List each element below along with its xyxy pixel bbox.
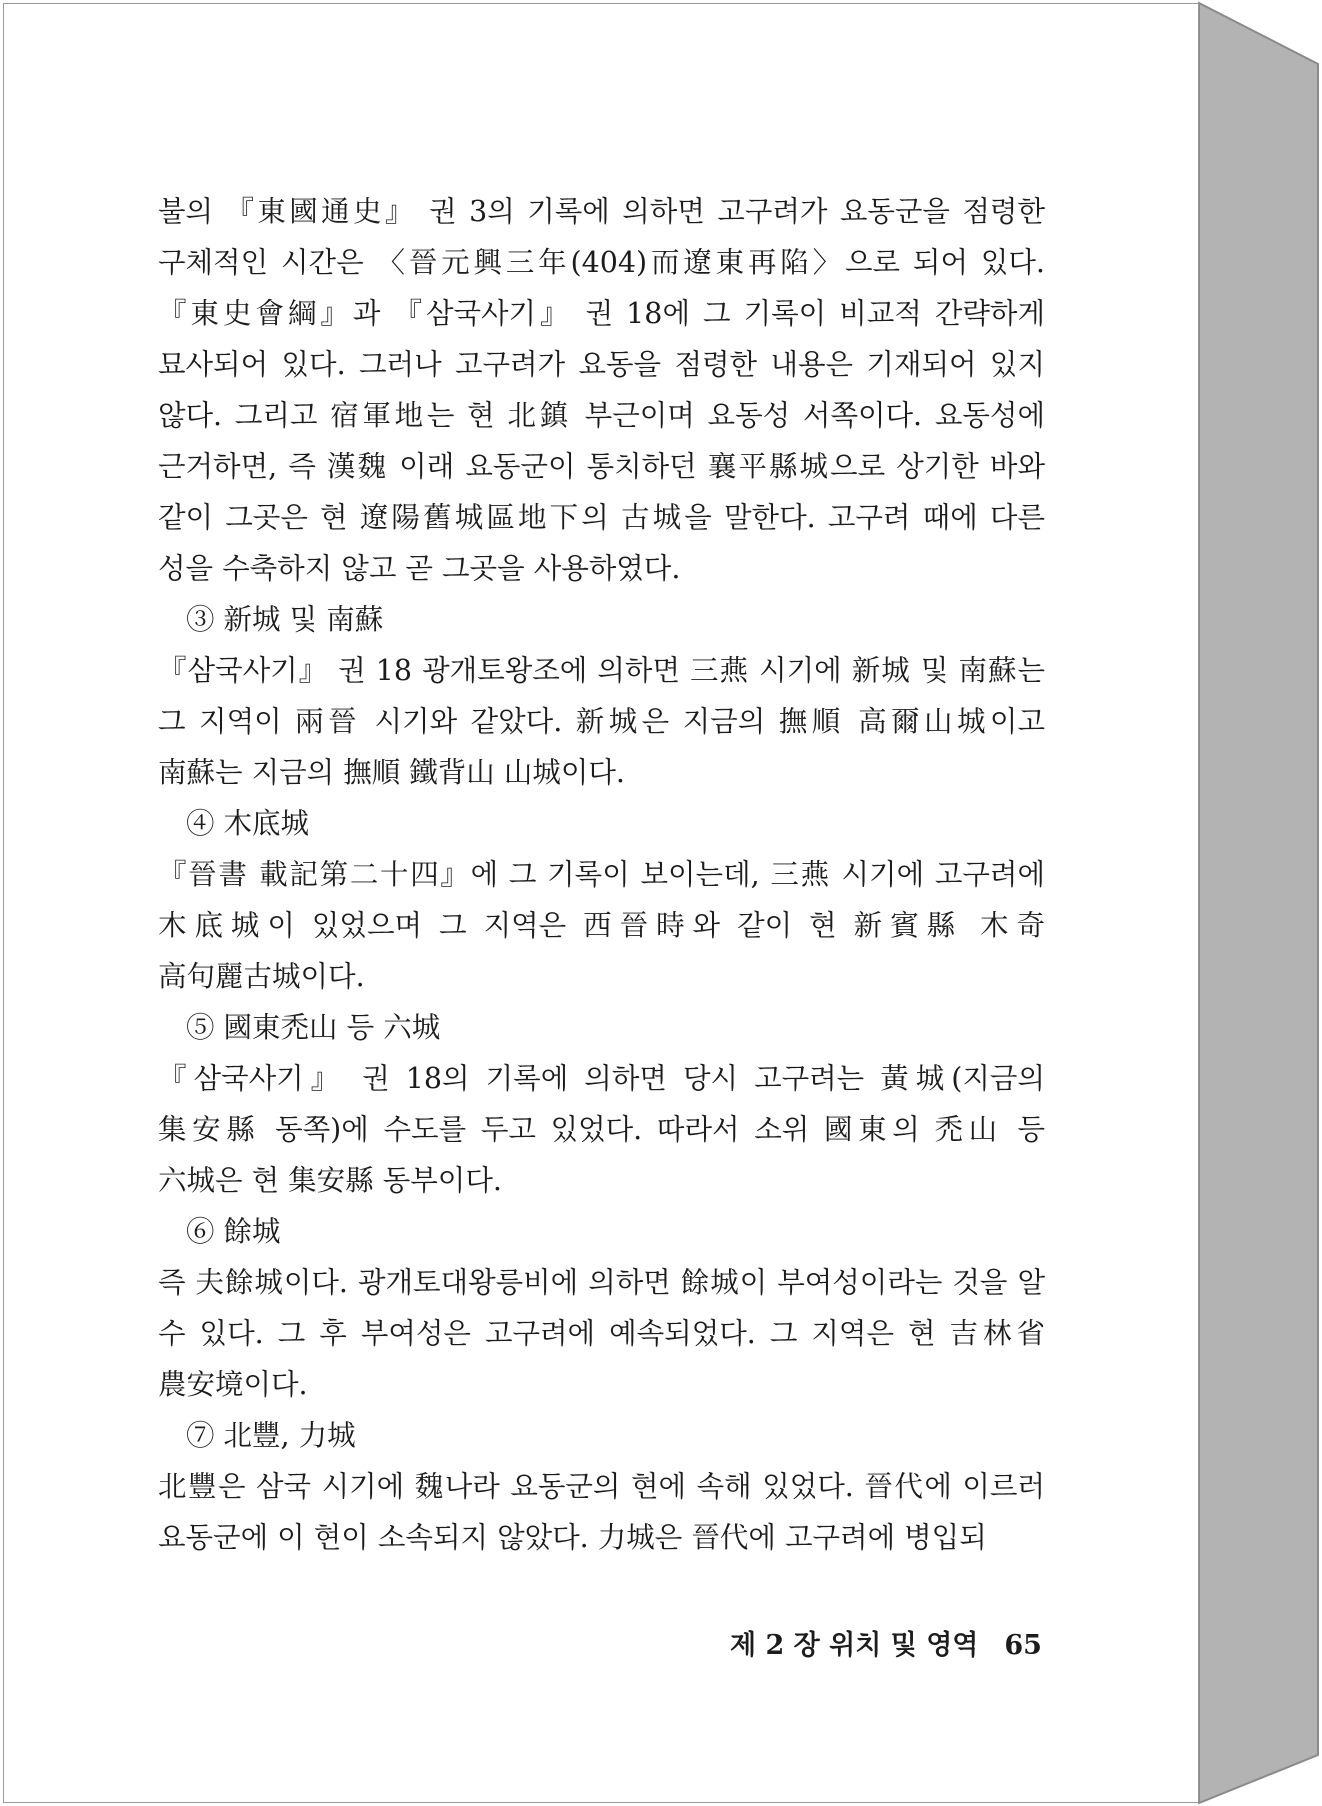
section-body: 즉 夫餘城이다. 광개토대왕릉비에 의하면 餘城이 부여성이라는 것을 알 수 있다. 그 후 부여성은 고구려에 예속되었다. 그 지역은 현 吉林省 農安境이다.: [158, 1266, 1045, 1401]
page-number: 65: [1004, 1630, 1042, 1661]
section-body: 『삼국사기』 권 18 광개토왕조에 의하면 三燕 시기에 新城 및 南蘇는 그 지역이 兩晉 시기와 같았다. 新城은 지금의 撫順 高爾山城이고 南蘇는 지금의 撫順 鐵背山 山城이다.: [158, 654, 1045, 789]
section-body: 北豐은 삼국 시기에 魏나라 요동군의 현에 속해 있었다. 晉代에 이르러 요동군에 이 현이 소속되지 않았다. 力城은 晉代에 고구려에 병입되: [158, 1470, 1045, 1554]
section-heading: ⑦ 北豐, 力城: [186, 1419, 356, 1452]
section-body: 『晉書 載記第二十四』에 그 기록이 보이는데, 三燕 시기에 고구려에 木底城이 있었으며 그 지역은 西晉時와 같이 현 新賓縣 木奇 高句麗古城이다.: [158, 858, 1045, 993]
section-heading: ⑥ 餘城: [186, 1215, 281, 1248]
section-heading: ④ 木底城: [186, 807, 310, 840]
page-footer: [730, 1623, 1060, 1662]
intro-paragraph: 불의 『東國通史』 권 3의 기록에 의하면 고구려가 요동군을 점령한 구체적인 시간은 〈晉元興三年(404)而遼東再陷〉으로 되어 있다. 『東史會綱』과 『삼국사기』 권 18에 그 기록이 비교적 간략하게 묘사되어 있다. 그러나 고구려가 요동을 점령한 내용은 기재되어 있지 않다. 그리고 宿軍地는 현 北鎮 부근이며 요동성 서쪽이다. 요동성에 근거하면, 즉 漢魏 이래 요동군이 통치하던 襄平縣城으로 상기한 바와 같이 그곳은 현 遼陽舊城區地下의 古城을 말한다. 고구려 때에 다른 성을 수축하지 않고 곧 그곳을 사용하였다.: [158, 195, 1045, 585]
section-heading: ③ 新城 및 南蘇: [186, 603, 384, 636]
section-heading: ⑤ 國東禿山 등 六城: [186, 1011, 441, 1044]
page-content: [158, 186, 1045, 1563]
section-body: 『삼국사기』 권 18의 기록에 의하면 당시 고구려는 黃城(지금의 集安縣 동쪽)에 수도를 두고 있었다. 따라서 소위 國東의 禿山 등 六城은 현 集安縣 동부이다.: [158, 1062, 1045, 1197]
chapter-title: 제 2 장 위치 및 영역: [730, 1630, 979, 1661]
